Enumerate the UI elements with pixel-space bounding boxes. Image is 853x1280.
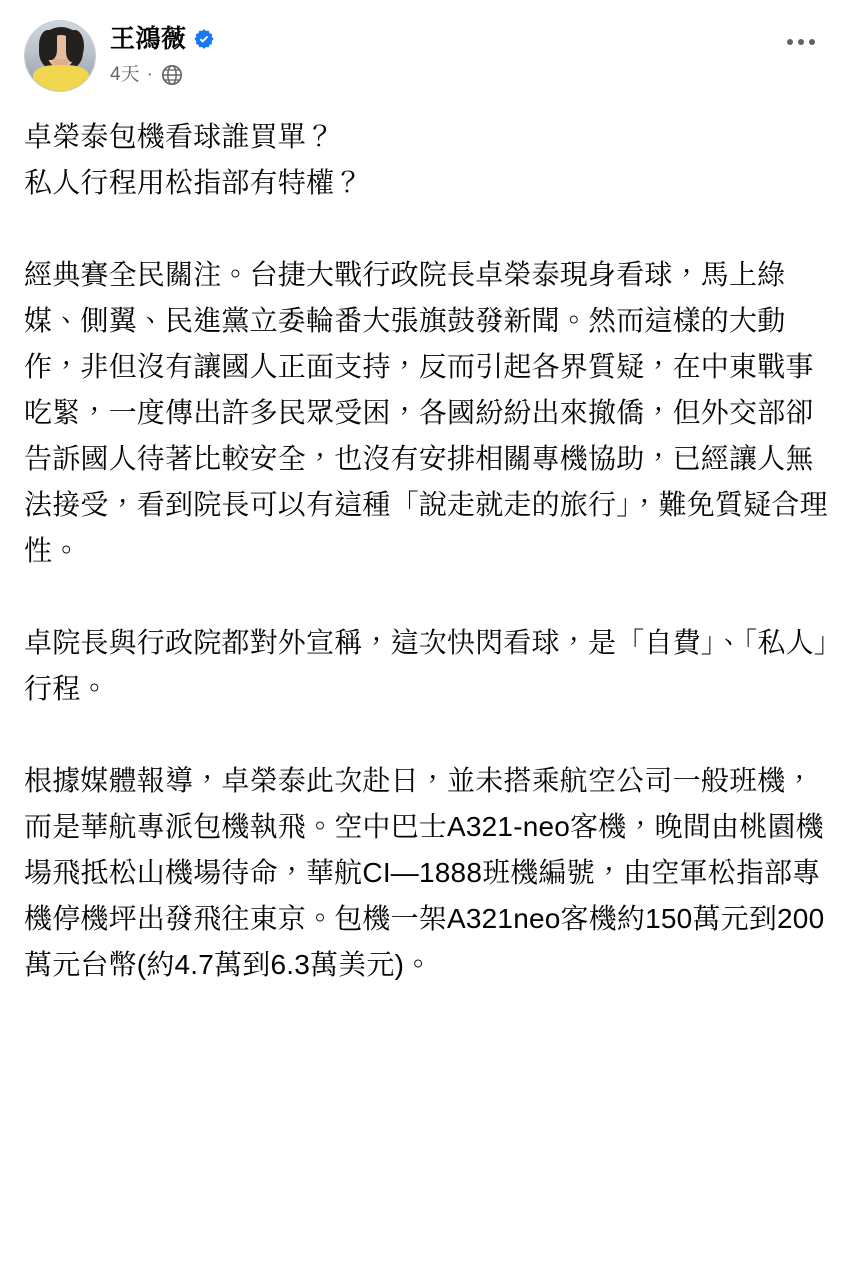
author-name[interactable]: 王鴻薇	[110, 25, 187, 53]
verified-badge-icon	[193, 28, 215, 50]
more-dot	[809, 39, 815, 45]
post-timestamp[interactable]: 4天	[110, 64, 140, 85]
avatar[interactable]	[24, 20, 96, 92]
post-meta	[110, 63, 215, 87]
avatar-hair-right	[66, 30, 84, 62]
globe-icon[interactable]	[160, 63, 184, 87]
more-dot	[798, 39, 804, 45]
post-paragraph: 卓院長與行政院都對外宣稱，這次快閃看球，是「自費」、「私人」行程。	[24, 627, 829, 704]
post-paragraph: 卓榮泰包機看球誰買單？	[24, 121, 335, 152]
meta-separator: ·	[146, 64, 153, 85]
post-content	[24, 92, 829, 988]
post-more-options-button[interactable]	[779, 24, 823, 60]
post-paragraph: 私人行程用松指部有特權？	[24, 167, 363, 198]
post-header	[24, 0, 829, 92]
post-paragraph: 根據媒體報導，卓榮泰此次赴日，並未搭乘航空公司一般班機，而是華航專派包機執飛。空中巴士A321-neo客機，晚間由桃園機場飛抵松山機場待命，華航CI—1888班機編號，由空軍松指部專機停機坪出發飛往東京。包機一架A321neo客機約150萬元到200萬元台幣(約4.7萬到6.3萬美元)。	[24, 765, 825, 980]
post-header-text	[110, 20, 215, 87]
author-row	[110, 24, 215, 54]
avatar-hair-left	[39, 30, 57, 60]
more-dot	[787, 39, 793, 45]
post-paragraph: 經典賽全民關注。台捷大戰行政院長卓榮泰現身看球，馬上綠媒、側翼、民進黨立委輪番大張旗鼓發新聞。然而這樣的大動作，非但沒有讓國人正面支持，反而引起各界質疑，在中東戰事吃緊，一度傳出許多民眾受困，各國紛紛出來撤僑，但外交部卻告訴國人待著比較安全，也沒有安排相關專機協助，已經讓人無法接受，看到院長可以有這種「說走就走的旅行」，難免質疑合理性。	[24, 259, 828, 566]
avatar-clothing	[33, 65, 89, 91]
